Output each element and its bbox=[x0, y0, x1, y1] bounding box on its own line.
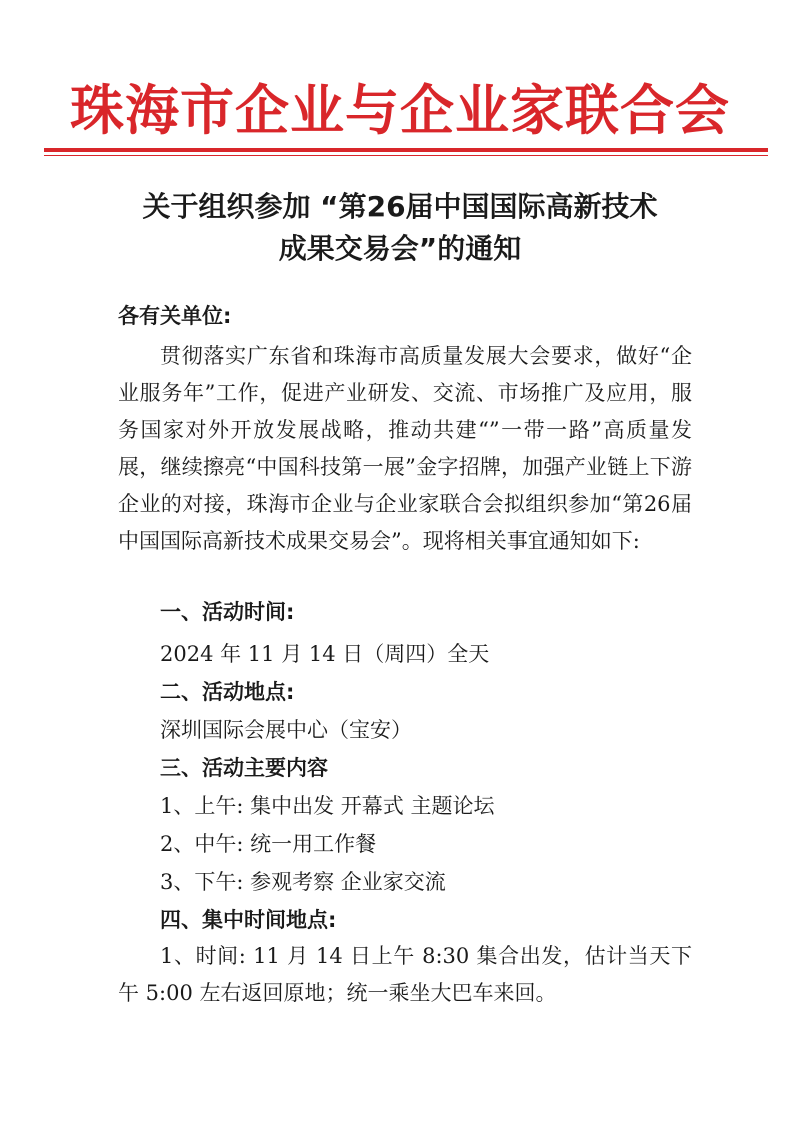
section-heading-content: 三、活动主要内容 bbox=[160, 756, 328, 780]
document-title-line-1: 关于组织参加 “第26届中国国际高新技术 bbox=[142, 190, 658, 223]
section-content-time: 2024 年 11 月 14 日（周四）全天 bbox=[160, 642, 490, 666]
org-header: 珠海市企业与企业家联合会 bbox=[70, 79, 730, 142]
intro-paragraph: 贯彻落实广东省和珠海市高质量发展大会要求，做好“企业服务年”工作，促进产业研发、交流、市场推广及应用，服务国家对外开放发展战略，推动共建“”一带一路”高质量发展，继续擦亮“中国科技第一展”金字招牌，加强产业链上下游企业的对接，珠海市企业与企业家联合会拟组织参加“第26届中国国际高新技术成果交易会”。现将相关事宜通知如下: bbox=[118, 344, 692, 553]
section-heading-location: 二、活动地点: bbox=[160, 680, 295, 704]
section-content-item-1: 1、上午: 集中出发 开幕式 主题论坛 bbox=[160, 794, 495, 818]
gathering-item-1: 1、时间: 11 月 14 日上午 8:30 集合出发，估计当天下午 5:00 左右返回原地；统一乘坐大巴车来回。 bbox=[118, 944, 692, 1005]
document-title-line-2: 成果交易会”的通知 bbox=[278, 232, 522, 265]
section-heading-gathering: 四、集中时间地点: bbox=[160, 908, 337, 932]
section-content-item-2: 2、中午: 统一用工作餐 bbox=[160, 832, 377, 856]
salutation: 各有关单位: bbox=[118, 304, 232, 328]
section-content-location: 深圳国际会展中心（宝安） bbox=[160, 718, 412, 742]
section-heading-time: 一、活动时间: bbox=[160, 600, 295, 624]
section-content-item-3: 3、下午: 参观考察 企业家交流 bbox=[160, 870, 446, 894]
header-rule-thick bbox=[44, 148, 768, 152]
document-title bbox=[60, 186, 740, 270]
header-rule-thin bbox=[44, 155, 768, 156]
